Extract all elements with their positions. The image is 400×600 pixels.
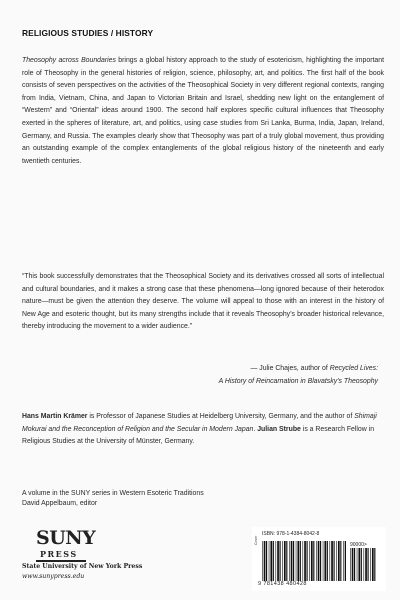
barcode-bar (374, 548, 375, 581)
ean-barcode (262, 541, 346, 581)
barcode-bar (345, 541, 346, 581)
logo-press-text: PRESS (40, 549, 78, 559)
author-name-2: Julian Strube (257, 425, 301, 433)
barcode-bar (368, 548, 369, 581)
barcode-bar (270, 541, 272, 581)
series-line: A volume in the SUNY series in Western Esoteric Traditions (22, 490, 204, 497)
book-title-italic: Theosophy across Boundaries (22, 57, 116, 64)
bio-text-2: . (253, 425, 258, 433)
barcode-bar (291, 541, 293, 581)
barcode-bar (264, 541, 266, 581)
barcode-bar (324, 541, 326, 581)
barcode-bar (370, 548, 371, 581)
barcode-bar (289, 541, 290, 581)
barcode-bar (330, 541, 331, 581)
attribution-book-title: Recycled Lives: (329, 365, 378, 372)
barcode-bar (350, 548, 351, 581)
description-text: brings a global history approach to the study of esotericism, highlighting the important role of Theosophy in the general histories of religion, science, philosophy, art, and politics. The first half of the book consists of seven perspectives on the activities of the Theosophical Society in very different regional contexts, ranging from India, Vietnam, China, and Japan to Victorian Britain and Israel, shedding new light on the entanglement of “Western” and “Oriental” ideas around 1900. The second half explores specific cultural influences that Theosophy exerted in the spheres of literature, art, and politics, using case studies from Sri Lanka, Burma, India, Japan, Ireland, Germany, and Russia. The examples clearly show that Theosophy was part of a truly global movement, thus providing an outstanding example of the complex entanglements of the global religious history of the nineteenth and early twentieth centuries. (22, 57, 384, 165)
attribution-prefix: — Julie Chajes, author of (250, 365, 330, 372)
barcode-bar (338, 541, 340, 581)
barcode-bar (300, 541, 301, 581)
addon-barcode (350, 548, 378, 581)
barcode-bar (343, 541, 344, 581)
barcode-side-code: Cover (254, 535, 258, 545)
series-info (22, 489, 322, 509)
barcode-bar (318, 541, 320, 581)
barcode-bar (282, 541, 283, 581)
barcode-bar (262, 541, 263, 581)
barcode-bar (303, 541, 304, 581)
barcode-bar (334, 541, 335, 581)
barcode-bar (280, 541, 281, 581)
barcode-bar (309, 541, 310, 581)
ean-digits: 9 781438 480428 (258, 581, 307, 587)
author-bios (22, 411, 384, 449)
publisher-name: State University of New York Press (22, 563, 143, 570)
barcode-bar (266, 541, 267, 581)
category-label: RELIGIOUS STUDIES / HISTORY (22, 28, 154, 38)
bio-text-1: is Professor of Japanese Studies at Heidelberg University, Germany, and the author of (87, 413, 355, 420)
barcode-area (252, 527, 386, 591)
author-name-1: Hans Martin Krämer (22, 413, 88, 420)
barcode-bar (276, 541, 277, 581)
logo-divider (36, 560, 86, 562)
barcode-bar (372, 548, 374, 581)
barcode-bar (313, 541, 314, 581)
endorsement-attribution (78, 363, 378, 388)
bio-text-3: is a Research Fellow in Religious Studies at the University of Münster, Germany. (22, 425, 375, 446)
price-code: 90000> (350, 542, 367, 548)
series-editor: David Appelbaum, editor (22, 500, 98, 507)
barcode-bar (307, 541, 308, 581)
description-paragraph (22, 55, 384, 168)
barcode-bar (311, 541, 313, 581)
barcode-bar (361, 548, 362, 581)
logo-suny-text: SUNY (36, 527, 96, 549)
barcode-bar (316, 541, 317, 581)
barcode-bar (331, 541, 333, 581)
publisher-url: www.sunypress.edu (22, 573, 85, 580)
barcode-bar (293, 541, 294, 581)
barcode-bar (340, 541, 341, 581)
publisher-logo (22, 527, 232, 587)
barcode-bar (286, 541, 287, 581)
author-book-title: Shimaji Mokurai and the Reconception of Religion and the Secular in Modern Japan (22, 413, 377, 433)
barcode-bar (323, 541, 324, 581)
barcode-bar (354, 548, 355, 581)
barcode-bar (269, 541, 270, 581)
barcode-bar (364, 548, 365, 581)
barcode-bar (320, 541, 321, 581)
attribution-book-subtitle: A History of Reincarnation in Blavatsky’s Theosophy (218, 377, 378, 385)
barcode-bar (284, 541, 286, 581)
barcode-bar (297, 541, 299, 581)
barcode-bar (336, 541, 337, 581)
barcode-bar (304, 541, 306, 581)
barcode-bar (358, 548, 360, 581)
barcode-bar (352, 548, 354, 581)
barcode-bar (296, 541, 297, 581)
barcode-bar (365, 548, 367, 581)
barcode-bar (327, 541, 328, 581)
barcode-bar (277, 541, 279, 581)
barcode-bar (357, 548, 358, 581)
barcode-bar (273, 541, 274, 581)
endorsement-quote: “This book successfully demonstrates that the Theosophical Society and its derivatives crossed all sorts of intellectual and cultural boundaries, and it makes a strong case that these phenomena—long ignored because of their heterodox nature—must be given the attention they deserve. The volume will appeal to those with an interest in the history of New Age and esoteric thought, but its many strengths include that it reveals Theosophy’s broader historical relevance, thereby introducing the movement to a wider audience.” (22, 273, 384, 331)
isbn-label: ISBN: 978-1-4384-8042-8 (262, 531, 320, 537)
